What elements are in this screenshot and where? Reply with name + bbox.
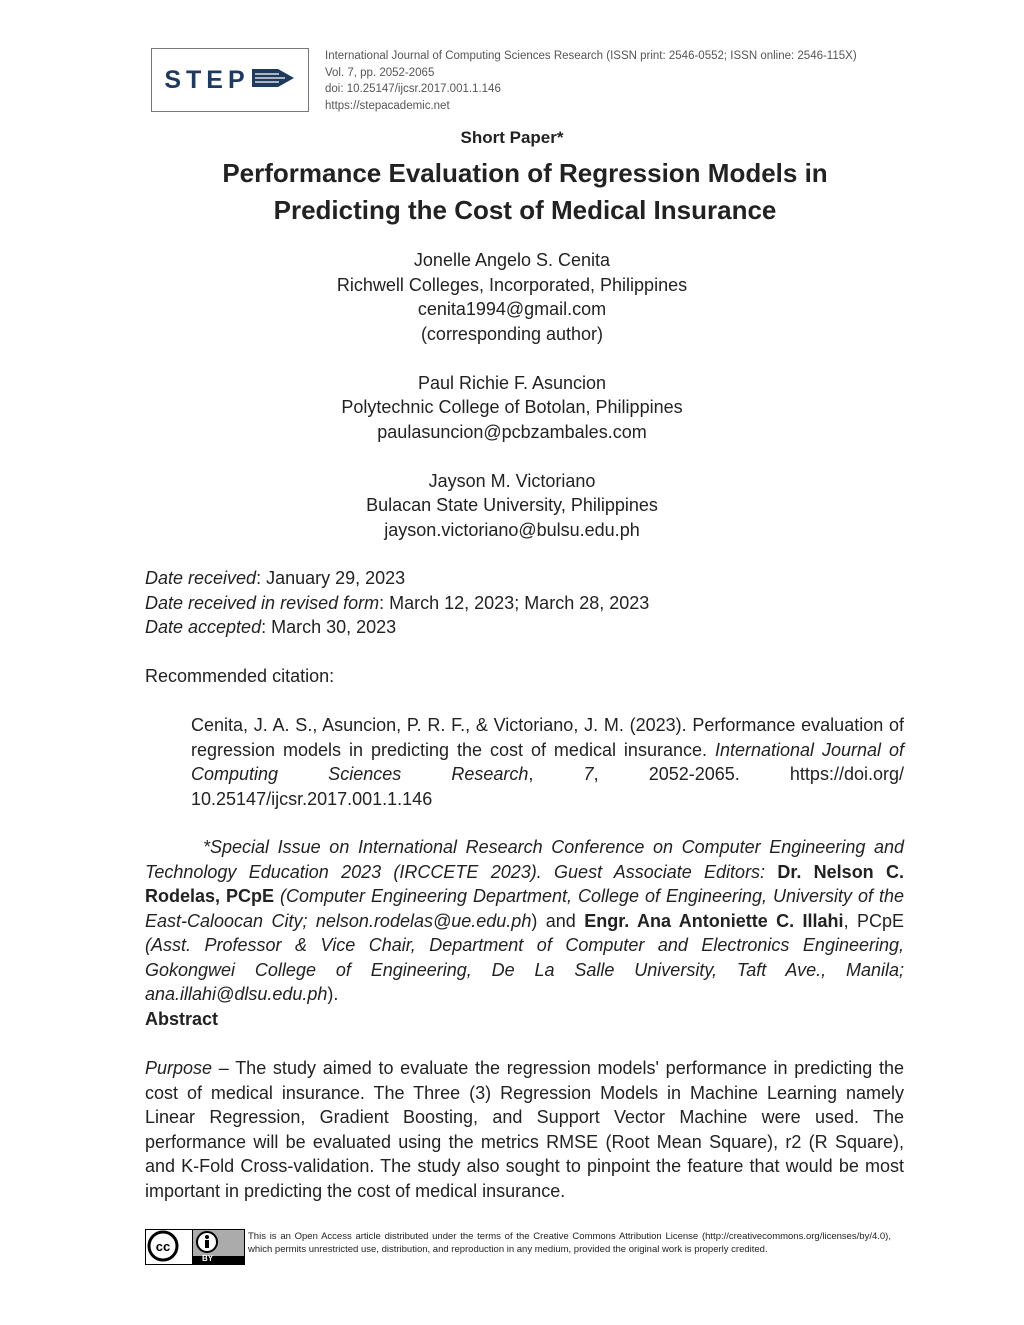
special-issue-note xyxy=(145,835,904,1007)
special-issue-text: *Special Issue on International Research Conference on Computer Engineering and Technology Education 2023 (IRCCETE 2023). Guest Associate Editors: xyxy=(145,837,904,882)
editor-affiliation: (Computer Engineering Department, College of Engineering, University of the East-Caloocan City; nelson.rodelas@ue.edu.ph xyxy=(145,886,905,931)
recommended-citation-label: Recommended citation: xyxy=(145,666,335,686)
author-name: Jayson M. Victoriano xyxy=(428,470,596,491)
corresponding-note: (corresponding author) xyxy=(420,323,604,344)
title-line: Performance Evaluation of Regression Models in xyxy=(222,158,828,188)
author-affiliation: Richwell Colleges, Incorporated, Philippines xyxy=(336,274,688,295)
closing-text: ). xyxy=(327,984,339,1004)
arrow-icon xyxy=(252,66,296,95)
author-email[interactable]: jayson.victoriano@bulsu.edu.ph xyxy=(384,519,640,540)
abstract-label: Purpose xyxy=(145,1058,213,1078)
citation-sep: , xyxy=(528,764,584,784)
journal-logo xyxy=(151,48,309,112)
abstract-text xyxy=(145,1056,904,1203)
author-email[interactable]: paulasuncion@pcbzambales.com xyxy=(377,421,647,442)
journal-info xyxy=(325,48,925,114)
paper-type: Short Paper* xyxy=(460,128,564,147)
cc-by-label: BY xyxy=(202,1254,214,1263)
editor-affiliation: (Asst. Professor & Vice Chair, Department of Computer and Electronics Engineering, Gokongwei College of Engineering, De La Salle University, Taft Ave., Manila; ana.illahi@dlsu.edu.ph xyxy=(145,935,904,1004)
logo-text: STEP xyxy=(164,65,250,94)
date-accepted xyxy=(145,615,904,640)
author-name: Paul Richie F. Asuncion xyxy=(417,372,607,393)
abstract-heading: Abstract xyxy=(145,1009,219,1029)
journal-url[interactable]: https://stepacademic.net xyxy=(325,99,450,112)
author-block xyxy=(0,248,1024,346)
author-affiliation: Bulacan State University, Philippines xyxy=(366,495,658,515)
dates-block xyxy=(145,566,904,640)
title-line: Predicting the Cost of Medical Insurance xyxy=(273,195,777,225)
abstract-body: – The study aimed to evaluate the regression models' performance in predicting the cost of medical insurance. The Three (3) Regression Models in Machine Learning namely Linear Regression, Gradient Boosting, and Support Vector Machine were used. The performance will be evaluated using the metrics RMSE (Root Mean Square), r2 (R Square), and K-Fold Cross-validation. The study also sought to pinpoint the feature that would be most important in predicting the cost of medical insurance. xyxy=(145,1058,904,1201)
author-block xyxy=(0,469,1024,543)
author-block xyxy=(0,371,1024,445)
connector-text: ) and xyxy=(531,910,585,931)
citation-journal: International Journal of Computing Sciences Research xyxy=(191,739,905,784)
author-list xyxy=(0,248,1024,567)
citation-volume: 7 xyxy=(583,764,594,784)
journal-doi: doi: 10.25147/ijcsr.2017.001.1.146 xyxy=(325,83,501,95)
date-value: : March 30, 2023 xyxy=(261,617,397,637)
date-label: Date received xyxy=(145,568,257,588)
date-value: : January 29, 2023 xyxy=(256,568,406,588)
citation-text: Cenita, J. A. S., Asuncion, P. R. F., & Victoriano, J. M. (2023). Performance evaluation of regression models in predicting the cost of medical insurance. xyxy=(191,715,904,760)
date-label: Date received in revised form xyxy=(145,592,380,613)
paper-title xyxy=(150,155,900,229)
journal-name: International Journal of Computing Sciences Research (ISSN print: 2546-0552; ISSN online: 2546-115X) xyxy=(325,50,857,62)
guest-editor: Engr. Ana Antoniette C. Illahi xyxy=(584,910,844,931)
guest-editor: Dr. Nelson C. Rodelas, PCpE xyxy=(145,861,904,906)
author-name: Jonelle Angelo S. Cenita xyxy=(413,250,611,270)
editor-title: , PCpE xyxy=(843,910,905,931)
date-value: : March 12, 2023; March 28, 2023 xyxy=(379,592,650,613)
svg-text:cc: cc xyxy=(155,1239,171,1254)
date-revised xyxy=(145,591,904,616)
license-text: This is an Open Access article distributed under the terms of the Creative Commons Attribution License (http://creativecommons.org/licenses/by/4.0), which permits unrestricted use, distribution, and reproduction in any medium, provided the original work is properly credited. xyxy=(248,1231,891,1255)
journal-volume: Vol. 7, pp. 2052-2065 xyxy=(325,66,435,79)
citation xyxy=(191,713,904,811)
date-received xyxy=(145,566,904,591)
cc-by-license-badge[interactable] xyxy=(145,1229,245,1265)
date-label: Date accepted xyxy=(145,617,262,637)
citation-doi: , 2052-2065. https://doi.org/ 10.25147/ijcsr.2017.001.1.146 xyxy=(191,764,904,809)
author-affiliation: Polytechnic College of Botolan, Philippines xyxy=(341,397,683,417)
author-email[interactable]: cenita1994@gmail.com xyxy=(417,299,607,319)
